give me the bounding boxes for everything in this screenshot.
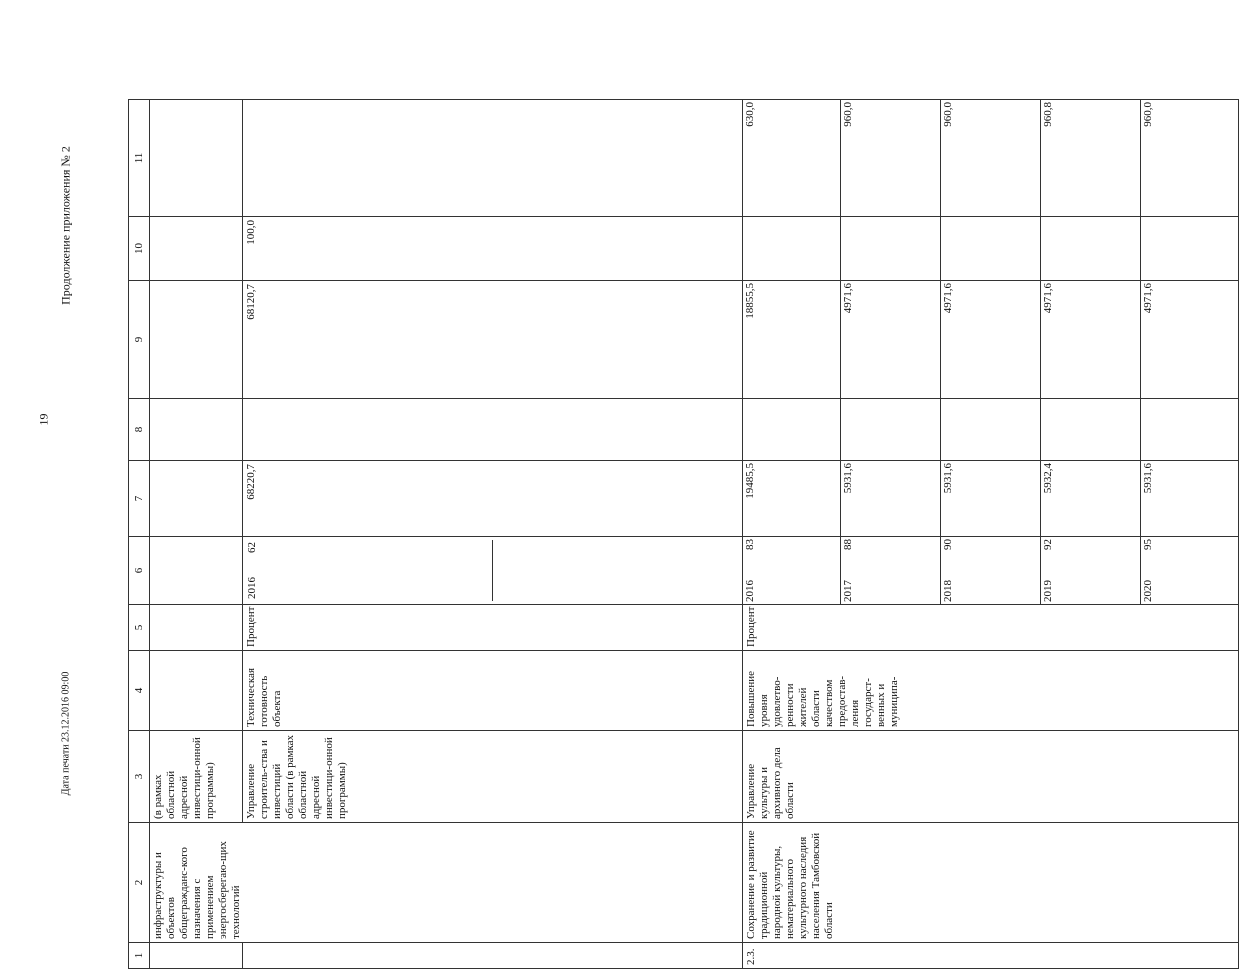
indicator-value: 83 xyxy=(743,537,840,571)
indicator-value: 92 xyxy=(1041,537,1141,571)
amount-value: 960,0 xyxy=(840,100,940,216)
amount-cell xyxy=(243,100,743,217)
column-number: 11 xyxy=(129,100,150,217)
executor-cell: Управление культуры и архивного дела области xyxy=(743,731,1239,823)
year-label: 2020 xyxy=(1142,580,1155,602)
amount-value: 5931,6 xyxy=(940,461,1040,536)
row-number-cell xyxy=(243,943,743,969)
year-value-cell xyxy=(243,537,743,605)
indicator-cell: Техническая готовность объекта xyxy=(243,651,743,731)
indicator-value: 62 xyxy=(245,540,493,571)
cell xyxy=(150,217,243,281)
amount-cell xyxy=(243,399,743,461)
year-label: 2017 xyxy=(840,571,940,605)
event-name-cell: Сохранение и развитие традиционной народной культуры, нематериального культурного наследия населения Тамбовской области xyxy=(743,823,1239,943)
indicator-cell: Повышение уровня удовлетво-ренности жителей области качеством предостав-ления государст-венных и муниципа- xyxy=(743,651,1239,731)
column-number: 10 xyxy=(129,217,150,281)
indicator-value: 95 xyxy=(1142,539,1155,550)
amount-value: 4971,6 xyxy=(1142,283,1155,314)
amount-cell xyxy=(743,217,1239,281)
column-number: 1 xyxy=(129,943,150,969)
year-value-cell xyxy=(150,537,243,605)
column-number-row xyxy=(129,100,150,969)
year-value-cell xyxy=(743,537,1239,605)
year-label: 2016 xyxy=(743,571,840,605)
executor-cell: (в рамках областной адресной инвестици-онной программы) xyxy=(150,731,243,823)
indicator-value: 88 xyxy=(840,537,940,571)
amount-cell: 68120,7 xyxy=(243,281,743,399)
program-table xyxy=(128,100,1155,969)
amount-cell xyxy=(743,281,1239,399)
column-number: 6 xyxy=(129,537,150,605)
table-row xyxy=(743,100,1239,969)
row-number-cell xyxy=(150,943,243,969)
amount-value: 960,8 xyxy=(1041,100,1141,216)
column-number: 9 xyxy=(129,281,150,399)
year-label: 2019 xyxy=(1041,571,1141,605)
amount-value: 630,0 xyxy=(743,100,840,216)
amount-cell: 68220,7 xyxy=(243,461,743,537)
amount-value: 4971,6 xyxy=(840,281,940,398)
amount-value: 4971,6 xyxy=(940,281,1040,398)
cell xyxy=(150,281,243,399)
amount-value: 5931,6 xyxy=(840,461,940,536)
cell xyxy=(150,100,243,217)
amount-value: 18855,5 xyxy=(743,281,840,398)
amount-cell xyxy=(743,461,1239,537)
row-number-cell: 2.3. xyxy=(743,943,1239,969)
year-label: 2016 xyxy=(245,571,493,602)
amount-value: 5931,6 xyxy=(1142,463,1155,494)
cell xyxy=(150,399,243,461)
column-number: 2 xyxy=(129,823,150,943)
amount-cell xyxy=(743,100,1239,217)
unit-cell: Процент xyxy=(743,605,1239,651)
executor-cell: Управление строитель-ства и инвестиций области (в рамках областной адресной инвестици-онной программы) xyxy=(243,731,743,823)
amount-cell xyxy=(743,399,1239,461)
amount-value: 5932,4 xyxy=(1041,461,1141,536)
unit-cell: Процент xyxy=(243,605,743,651)
page-number: 19 xyxy=(36,413,51,426)
indicator-value: 90 xyxy=(940,537,1040,571)
event-name-cell: инфраструктуры и объектов общегражданс-кого назначения с применением энергосберегаю-щих технологий xyxy=(150,823,743,943)
print-date: Дата печати 23.12.2016 09:00 xyxy=(60,671,72,796)
column-number: 3 xyxy=(129,731,150,823)
table-row xyxy=(150,100,243,969)
total-cell xyxy=(150,461,243,537)
continuation-title: Продолжение приложения № 2 xyxy=(58,146,73,305)
column-number: 7 xyxy=(129,461,150,537)
year-label: 2018 xyxy=(940,571,1040,605)
amount-value: 960,0 xyxy=(1142,102,1155,127)
amount-value: 960,0 xyxy=(940,100,1040,216)
column-number: 4 xyxy=(129,651,150,731)
indicator-cell xyxy=(150,651,243,731)
column-number: 8 xyxy=(129,399,150,461)
amount-cell: 100,0 xyxy=(243,217,743,281)
column-number: 5 xyxy=(129,605,150,651)
amount-value: 4971,6 xyxy=(1041,281,1141,398)
unit-cell xyxy=(150,605,243,651)
amount-value: 19485,5 xyxy=(743,461,840,536)
